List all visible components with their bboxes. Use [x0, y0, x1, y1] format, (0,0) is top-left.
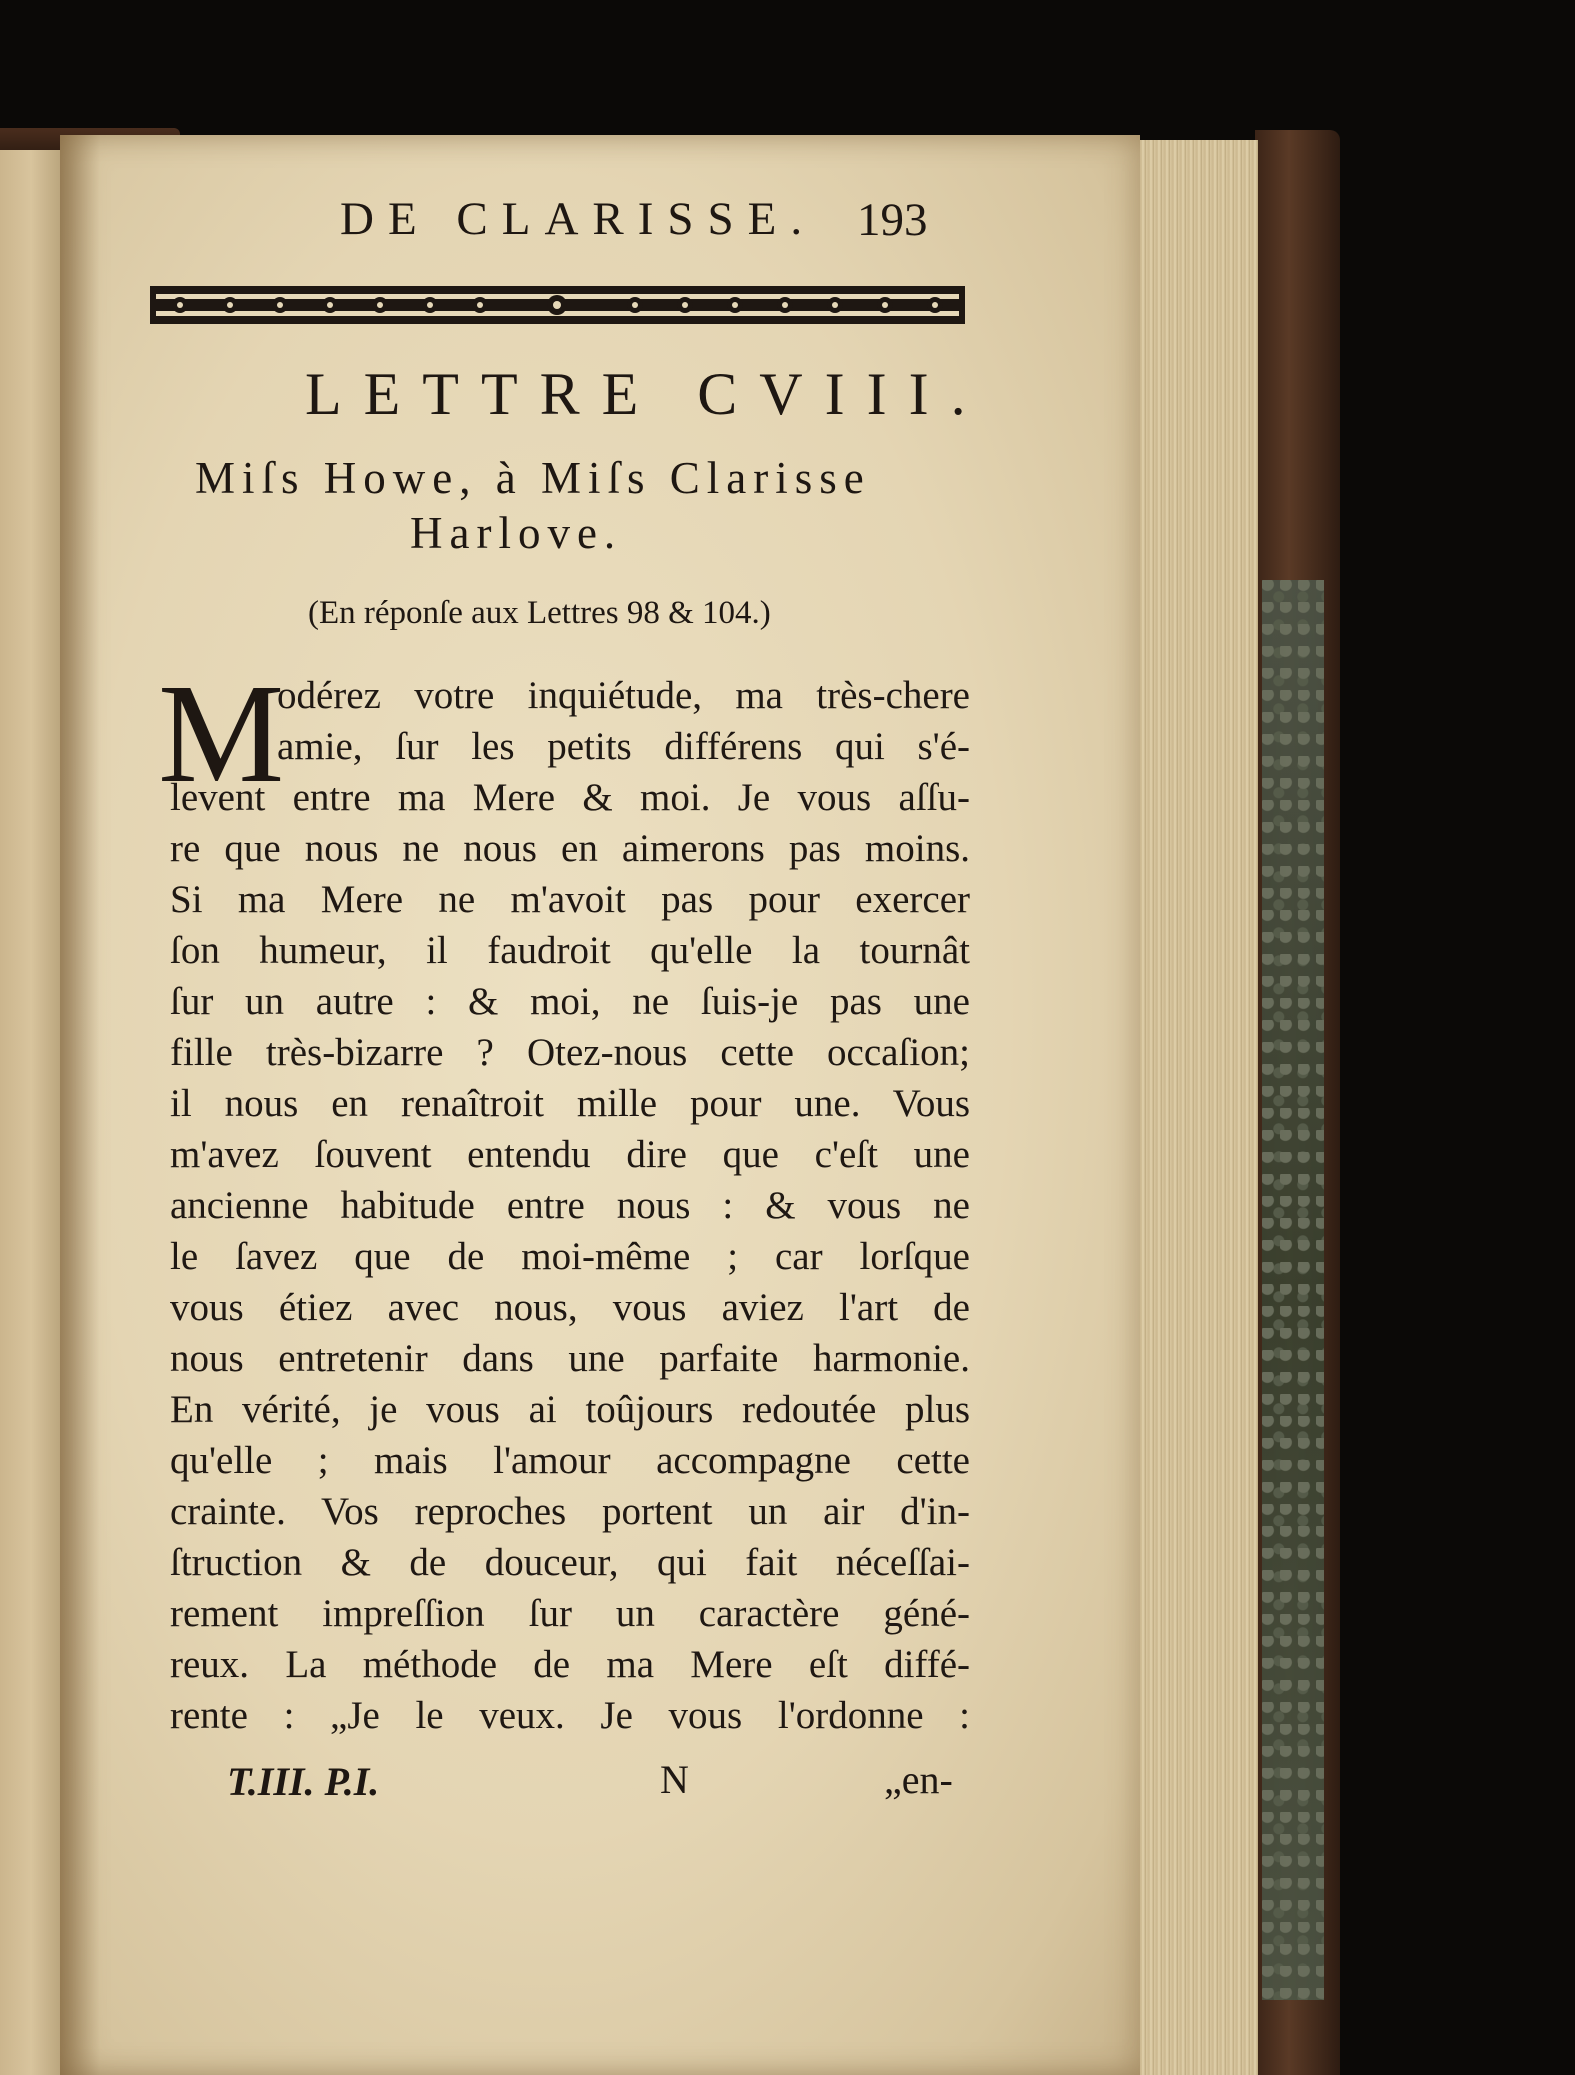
page-edges	[1138, 140, 1258, 2075]
page-number: 193	[857, 194, 928, 246]
body-line: il nous en renaîtroit mille pour une. Vous	[170, 1082, 970, 1125]
body-line: amie, ſur les petits différens qui s'é-	[277, 725, 970, 768]
body-line: m'avez ſouvent entendu dire que c'eſt une	[170, 1133, 970, 1176]
body-line: En vérité, je vous ai toûjours redoutée plus	[170, 1388, 970, 1431]
letter-subtitle: (En réponſe aux Lettres 98 & 104.)	[308, 595, 771, 631]
letter-address-line1: Miſs Howe, à Miſs Clarisse	[195, 453, 871, 503]
body-line: ancienne habitude entre nous : & vous ne	[170, 1184, 970, 1227]
letter-title: LETTRE CVIII.	[305, 361, 988, 427]
signature-mark: N	[660, 1757, 689, 1802]
body-line: le ſavez que de moi-même ; car lorſque	[170, 1235, 970, 1278]
body-line: vous étiez avec nous, vous aviez l'art de	[170, 1286, 970, 1329]
letter-address-line2: Harlove.	[410, 508, 623, 558]
body-line: rement impreſſion ſur un caractère géné-	[170, 1592, 970, 1635]
marbled-cover	[1262, 580, 1324, 2000]
volume-mark: T.III. P.I.	[227, 1759, 380, 1804]
left-page-edge	[0, 150, 62, 2075]
running-title: DE CLARISSE.	[340, 193, 817, 245]
ornamental-border	[150, 280, 965, 330]
body-line: fille très-bizarre ? Otez-nous cette occaſion;	[170, 1031, 970, 1074]
catchword: „en-	[884, 1757, 953, 1802]
body-line: crainte. Vos reproches portent un air d'in-	[170, 1490, 970, 1533]
body-line: odérez votre inquiétude, ma très-chere	[277, 674, 970, 717]
body-line: nous entretenir dans une parfaite harmonie.	[170, 1337, 970, 1380]
body-line: ſon humeur, il faudroit qu'elle la tournât	[170, 929, 970, 972]
body-line: levent entre ma Mere & moi. Je vous aſſu-	[170, 776, 970, 819]
body-line: ſtruction & de douceur, qui fait néceſſai-	[170, 1541, 970, 1584]
body-line: rente : „Je le veux. Je vous l'ordonne :	[170, 1694, 970, 1737]
body-line: reux. La méthode de ma Mere eſt diffé-	[170, 1643, 970, 1686]
spine-shadow	[60, 135, 100, 2075]
body-line: qu'elle ; mais l'amour accompagne cette	[170, 1439, 970, 1482]
body-line: re que nous ne nous en aimerons pas moins.	[170, 827, 970, 870]
body-line: Si ma Mere ne m'avoit pas pour exercer	[170, 878, 970, 921]
drop-cap: M	[158, 654, 285, 812]
body-line: ſur un autre : & moi, ne ſuis-je pas une	[170, 980, 970, 1023]
